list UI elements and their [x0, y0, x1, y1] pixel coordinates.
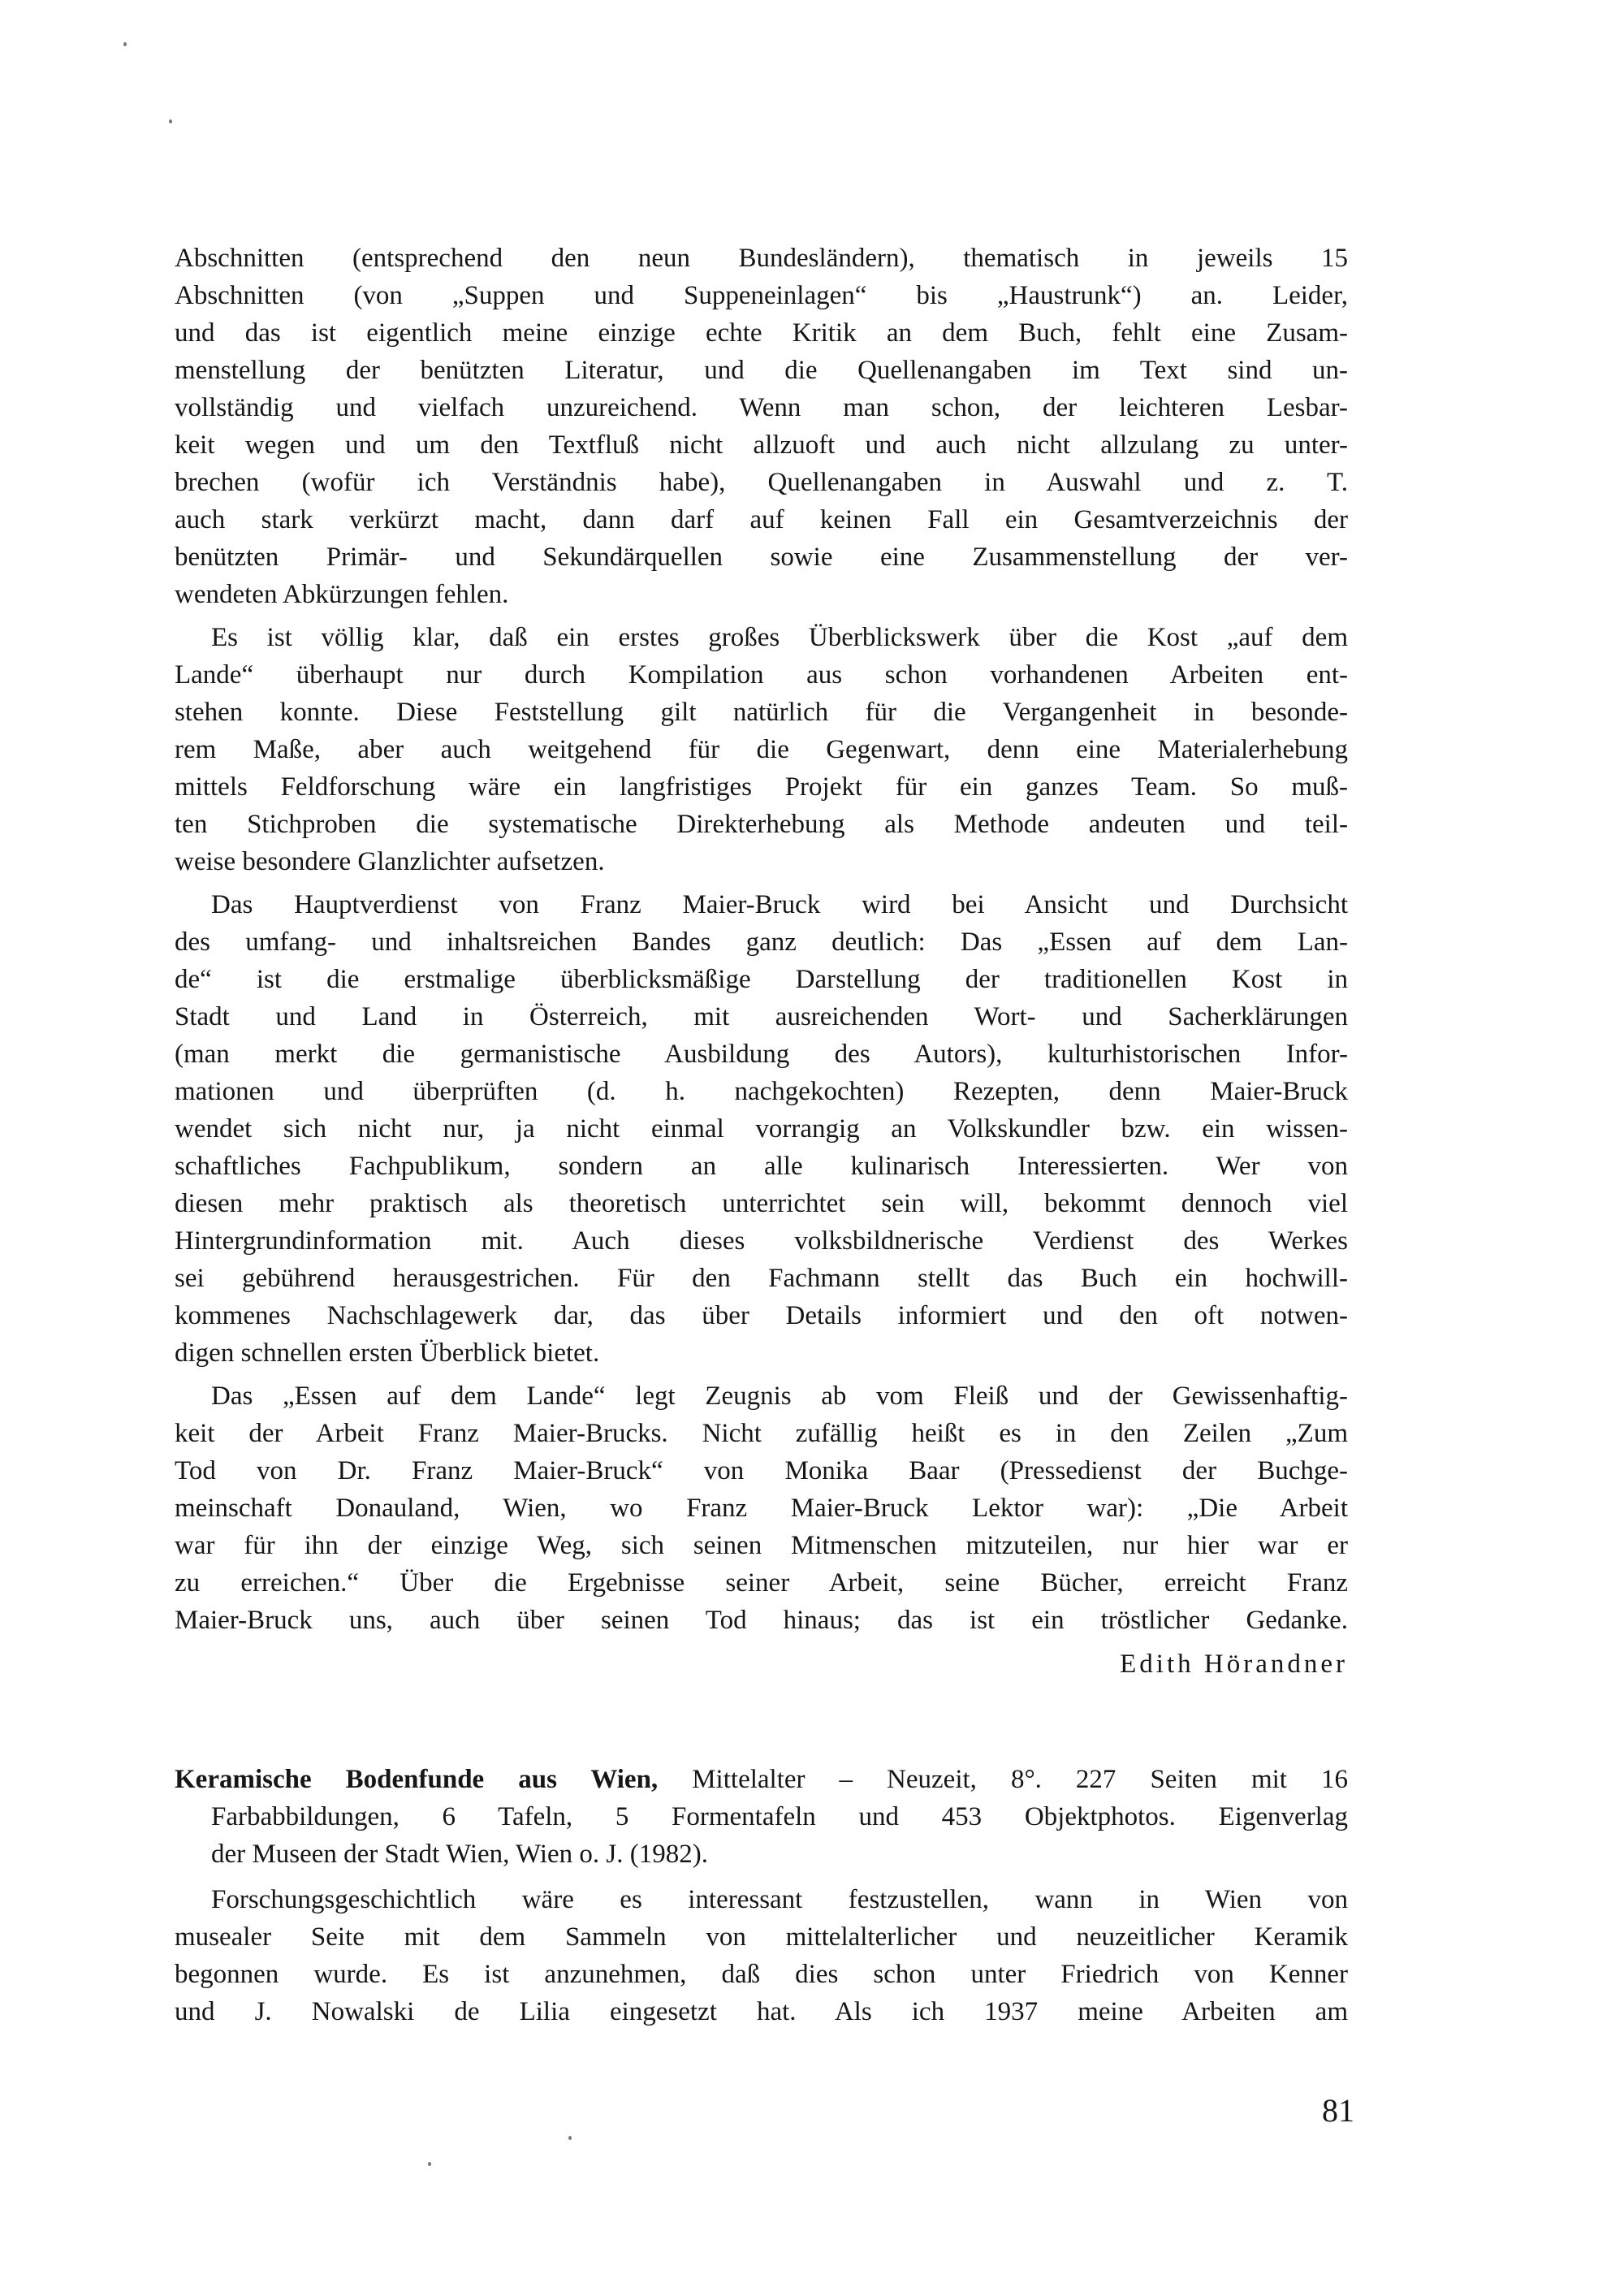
paragraph — [175, 1377, 1348, 1639]
scan-speck — [568, 2136, 572, 2140]
review-end-paragraphs — [175, 240, 1348, 1639]
text-line: Maier-Bruck uns, auch über seinen Tod hinaus; das ist ein tröstlicher Gedanke. — [175, 1606, 1348, 1635]
text-line: Abschnitten (entsprechend den neun Bundesländern), thematisch in jeweils 15 — [175, 244, 1348, 273]
text-line: meinschaft Donauland, Wien, wo Franz Maier-Bruck Lektor war): „Die Arbeit — [175, 1494, 1348, 1523]
text-line: Das „Essen auf dem Lande“ legt Zeugnis ab vom Fleiß und der Gewissenhaftig- — [211, 1381, 1348, 1411]
text-line: rem Maße, aber auch weitgehend für die Gegenwart, denn eine Materialerhebung — [175, 735, 1348, 764]
text-line: brechen (wofür ich Verständnis habe), Quellenangaben in Auswahl und z. T. — [175, 468, 1348, 497]
text-line: diesen mehr praktisch als theoretisch unterrichtet sein will, bekommt dennoch viel — [175, 1189, 1348, 1218]
text-line: Abschnitten (von „Suppen und Suppeneinlagen“ bis „Haustrunk“) an. Leider, — [175, 281, 1348, 310]
text-line: Stadt und Land in Österreich, mit ausreichenden Wort- und Sacherklärungen — [175, 1002, 1348, 1031]
text-line: mittels Feldforschung wäre ein langfristiges Projekt für ein ganzes Team. So muß- — [175, 772, 1348, 802]
paragraph — [175, 1798, 1348, 1873]
paragraph — [175, 619, 1348, 880]
text-line: auch stark verkürzt macht, dann darf auf keinen Fall ein Gesamtverzeichnis der — [175, 505, 1348, 534]
text-line: und J. Nowalski de Lilia eingesetzt hat. Als ich 1937 meine Arbeiten am — [175, 1997, 1348, 2026]
reviewer-signature: Edith Hörandner — [1120, 1650, 1348, 1679]
text-line: sei gebührend herausgestrichen. Für den Fachmann stellt das Buch ein hochwill- — [175, 1264, 1348, 1293]
paragraph — [175, 240, 1348, 613]
paragraph — [175, 1881, 1348, 2030]
text-line: benützten Primär- und Sekundärquellen sowie eine Zusammenstellung der ver- — [175, 543, 1348, 572]
text-line: menstellung der benützten Literatur, und die Quellenangaben im Text sind un- — [175, 356, 1348, 385]
book-review-entry — [175, 1761, 1348, 2030]
text-line: Tod von Dr. Franz Maier-Bruck“ von Monika Baar (Pressedienst der Buchge- — [175, 1456, 1348, 1485]
book-heading-continuation — [175, 1798, 1348, 1873]
text-line: Lande“ überhaupt nur durch Kompilation aus schon vorhandenen Arbeiten ent- — [175, 660, 1348, 690]
text-line: des umfang- und inhaltsreichen Bandes ganz deutlich: Das „Essen auf dem Lan- — [175, 927, 1348, 957]
scan-speck — [123, 42, 127, 46]
text-line: digen schnellen ersten Überblick bietet. — [175, 1338, 600, 1368]
text-line: schaftliches Fachpublikum, sondern an alle kulinarisch Interessierten. Wer von — [175, 1152, 1348, 1181]
text-line: (man merkt die germanistische Ausbildung des Autors), kulturhistorischen Infor- — [175, 1040, 1348, 1069]
text-line: der Museen der Stadt Wien, Wien o. J. (1982). — [211, 1840, 708, 1869]
text-line: begonnen wurde. Es ist anzunehmen, daß dies schon unter Friedrich von Kenner — [175, 1960, 1348, 1989]
text-line: keit der Arbeit Franz Maier-Brucks. Nicht zufällig heißt es in den Zeilen „Zum — [175, 1419, 1348, 1448]
text-line: stehen konnte. Diese Feststellung gilt natürlich für die Vergangenheit in besonde- — [175, 698, 1348, 727]
text-line: weise besondere Glanzlichter aufsetzen. — [175, 847, 605, 876]
text-line: Hintergrundinformation mit. Auch dieses volksbildnerische Verdienst des Werkes — [175, 1226, 1348, 1256]
text-line: musealer Seite mit dem Sammeln von mittelalterlicher und neuzeitlicher Keramik — [175, 1922, 1348, 1952]
text-line: Es ist völlig klar, daß ein erstes großes Überblickswerk über die Kost „auf dem — [211, 623, 1348, 652]
text-line: vollständig und vielfach unzureichend. Wenn man schon, der leichteren Lesbar- — [175, 393, 1348, 422]
text-block — [175, 240, 1348, 2030]
text-line: zu erreichen.“ Über die Ergebnisse seiner Arbeit, seine Bücher, erreicht Franz — [175, 1568, 1348, 1598]
text-line: und das ist eigentlich meine einzige echte Kritik an dem Buch, fehlt eine Zusam- — [175, 318, 1348, 348]
scan-speck — [169, 119, 172, 123]
text-line: war für ihn der einzige Weg, sich seinen Mitmenschen mitzuteilen, nur hier war er — [175, 1531, 1348, 1560]
text-line: mationen und überprüften (d. h. nachgekochten) Rezepten, denn Maier-Bruck — [175, 1077, 1348, 1106]
text-line: wendet sich nicht nur, ja nicht einmal vorrangig an Volkskundler bzw. ein wissen- — [175, 1114, 1348, 1144]
book-review-heading — [175, 1761, 1348, 1798]
text-line: Farbabbildungen, 6 Tafeln, 5 Formentafeln und 453 Objektphotos. Eigenverlag — [211, 1802, 1348, 1831]
paragraph — [175, 886, 1348, 1372]
text-line: Das Hauptverdienst von Franz Maier-Bruck wird bei Ansicht und Durchsicht — [211, 890, 1348, 919]
text-line: de“ ist die erstmalige überblicksmäßige Darstellung der traditionellen Kost in — [175, 965, 1348, 994]
text-line: kommenes Nachschlagewerk dar, das über Details informiert und den oft notwen- — [175, 1301, 1348, 1330]
book-review-paragraphs — [175, 1881, 1348, 2030]
text-line: Forschungsgeschichtlich wäre es interessant festzustellen, wann in Wien von — [211, 1885, 1348, 1914]
scan-speck — [428, 2162, 431, 2166]
text-line: ten Stichproben die systematische Direkterhebung als Methode andeuten und teil- — [175, 810, 1348, 839]
page-number: 81 — [1322, 2092, 1354, 2129]
text-line: keit wegen und um den Textfluß nicht allzuoft und auch nicht allzulang zu unter- — [175, 430, 1348, 460]
book-title: Keramische Bodenfunde aus Wien, — [175, 1765, 659, 1794]
book-heading-rest: Mittelalter – Neuzeit, 8°. 227 Seiten mit 16 — [658, 1765, 1348, 1794]
text-line: wendeten Abkürzungen fehlen. — [175, 580, 509, 609]
